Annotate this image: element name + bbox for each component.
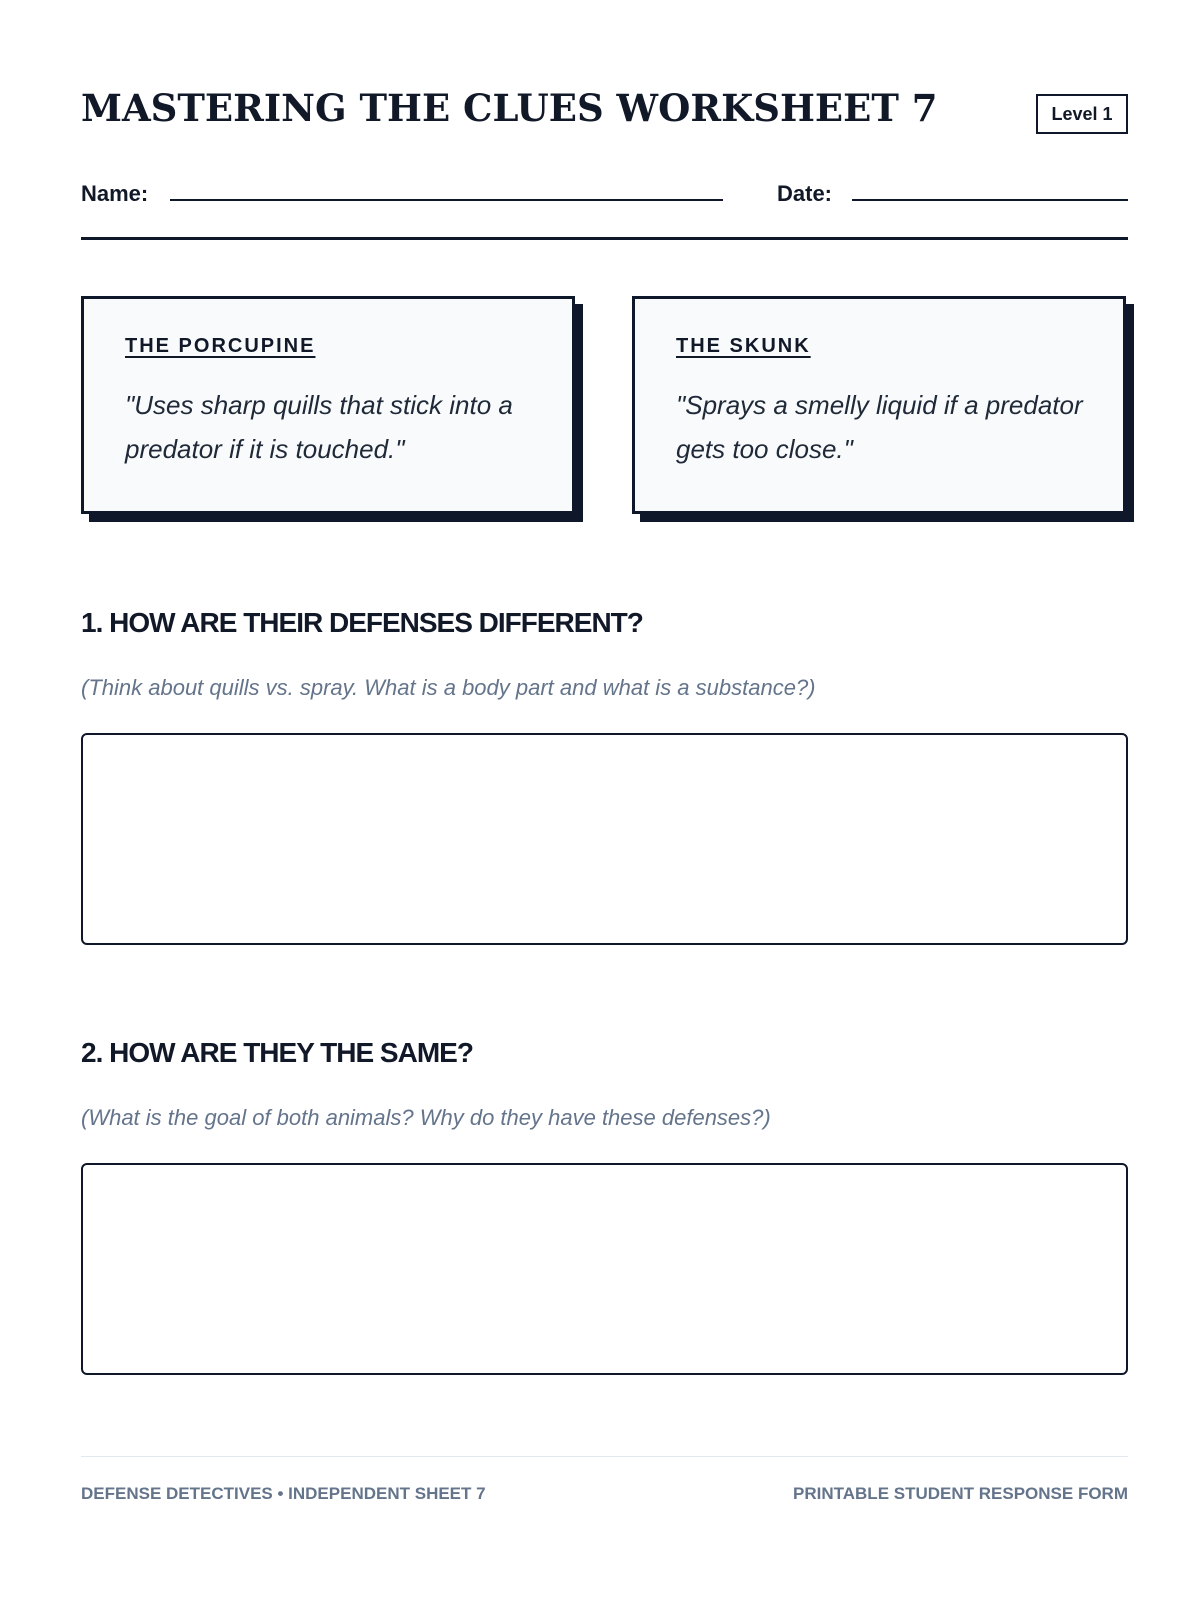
footer-left-text: DEFENSE DETECTIVES • INDEPENDENT SHEET 7	[81, 1484, 486, 1503]
worksheet-title: MASTERING THE CLUES WORKSHEET 7	[81, 86, 938, 130]
question-1-hint: (Think about quills vs. spray. What is a body part and what is a substance?)	[81, 675, 816, 700]
question-2-hint: (What is the goal of both animals? Why do they have these defenses?)	[81, 1105, 771, 1130]
level-badge: Level 1	[1036, 94, 1128, 134]
name-field[interactable]	[170, 199, 723, 201]
worksheet-page	[81, 0, 1128, 1600]
name-label: Name:	[81, 181, 149, 206]
date-field[interactable]	[852, 199, 1128, 201]
question-1-answer-box[interactable]	[81, 733, 1128, 945]
card-title: THE PORCUPINE	[125, 335, 316, 357]
skunk-card	[632, 296, 1126, 514]
date-label: Date:	[777, 181, 833, 206]
name-date-row	[81, 176, 1128, 216]
porcupine-card	[81, 296, 575, 514]
card-title: THE SKUNK	[676, 335, 811, 357]
question-1-heading: 1. HOW ARE THEIR DEFENSES DIFFERENT?	[81, 607, 643, 638]
question-2-heading: 2. HOW ARE THEY THE SAME?	[81, 1037, 473, 1068]
footer-right-text: PRINTABLE STUDENT RESPONSE FORM	[793, 1484, 1128, 1503]
card-quote: "Sprays a smelly liquid if a predator gets too close."	[676, 390, 1083, 464]
question-2-answer-box[interactable]	[81, 1163, 1128, 1375]
footer-divider	[81, 1456, 1128, 1457]
header-divider	[81, 237, 1128, 240]
card-quote: "Uses sharp quills that stick into a predator if it is touched."	[125, 390, 513, 464]
